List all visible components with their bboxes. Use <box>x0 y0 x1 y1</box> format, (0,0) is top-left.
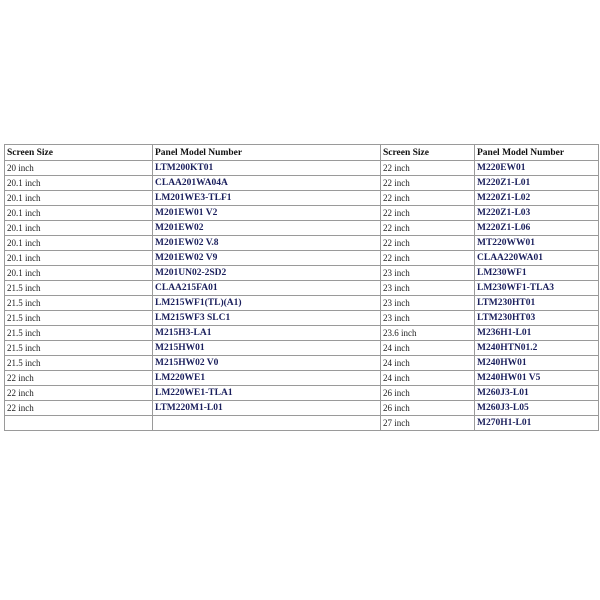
panel-model-cell: M260J3-L01 <box>475 386 599 401</box>
table-row <box>5 206 599 221</box>
screen-size-cell: 22 inch <box>5 371 153 386</box>
table-row <box>5 251 599 266</box>
table-body <box>5 161 599 431</box>
screen-size-cell: 24 inch <box>381 371 475 386</box>
screen-size-cell: 21.5 inch <box>5 341 153 356</box>
panel-model-cell: LM215WF1(TL)(A1) <box>153 296 381 311</box>
panel-model-cell: CLAA220WA01 <box>475 251 599 266</box>
panel-model-cell: M220Z1-L02 <box>475 191 599 206</box>
screen-size-cell: 24 inch <box>381 356 475 371</box>
table-row <box>5 281 599 296</box>
table-row <box>5 236 599 251</box>
panel-model-cell: M240HTN01.2 <box>475 341 599 356</box>
panel-model-cell: M240HW01 <box>475 356 599 371</box>
table-row <box>5 296 599 311</box>
panel-model-cell: CLAA215FA01 <box>153 281 381 296</box>
panel-model-cell: M220Z1-L01 <box>475 176 599 191</box>
panel-model-cell: M215HW02 V0 <box>153 356 381 371</box>
screen-size-cell: 23 inch <box>381 311 475 326</box>
panel-model-cell: LM220WE1-TLA1 <box>153 386 381 401</box>
panel-model-cell: M236H1-L01 <box>475 326 599 341</box>
panel-model-cell: LM230WF1-TLA3 <box>475 281 599 296</box>
screen-size-cell <box>5 416 153 431</box>
screen-size-cell: 21.5 inch <box>5 296 153 311</box>
screen-size-cell: 22 inch <box>5 401 153 416</box>
panel-model-cell: LTM200KT01 <box>153 161 381 176</box>
screen-size-cell: 23 inch <box>381 296 475 311</box>
header-panel-model-right: Panel Model Number <box>475 145 599 161</box>
screen-size-cell: 21.5 inch <box>5 281 153 296</box>
panel-model-cell: M220EW01 <box>475 161 599 176</box>
screen-size-cell: 23.6 inch <box>381 326 475 341</box>
panel-model-cell: M201UN02-2SD2 <box>153 266 381 281</box>
screen-size-cell: 26 inch <box>381 386 475 401</box>
panel-model-cell: CLAA201WA04A <box>153 176 381 191</box>
panel-model-cell: M260J3-L05 <box>475 401 599 416</box>
table-row <box>5 326 599 341</box>
screen-size-cell: 21.5 inch <box>5 356 153 371</box>
screen-size-cell: 20.1 inch <box>5 191 153 206</box>
screen-size-cell: 22 inch <box>381 236 475 251</box>
panel-model-cell: M240HW01 V5 <box>475 371 599 386</box>
panel-model-cell: M220Z1-L03 <box>475 206 599 221</box>
panel-model-cell <box>153 416 381 431</box>
panel-model-cell: LTM230HT01 <box>475 296 599 311</box>
panel-model-cell: LM215WF3 SLC1 <box>153 311 381 326</box>
panel-model-cell: M215H3-LA1 <box>153 326 381 341</box>
screen-size-cell: 26 inch <box>381 401 475 416</box>
screen-size-cell: 20 inch <box>5 161 153 176</box>
table-row <box>5 161 599 176</box>
table-row <box>5 311 599 326</box>
panel-model-cell: LTM220M1-L01 <box>153 401 381 416</box>
screen-size-cell: 20.1 inch <box>5 266 153 281</box>
panel-model-cell: M201EW02 <box>153 221 381 236</box>
panel-model-cell: M201EW02 V.8 <box>153 236 381 251</box>
table-row <box>5 401 599 416</box>
screen-size-cell: 21.5 inch <box>5 311 153 326</box>
table-row <box>5 356 599 371</box>
table-row <box>5 266 599 281</box>
screen-size-cell: 20.1 inch <box>5 176 153 191</box>
panel-model-table <box>4 144 599 431</box>
table-header <box>5 145 599 161</box>
screen-size-cell: 22 inch <box>381 221 475 236</box>
panel-model-cell: MT220WW01 <box>475 236 599 251</box>
screen-size-cell: 22 inch <box>381 206 475 221</box>
panel-model-cell: M215HW01 <box>153 341 381 356</box>
header-row <box>5 145 599 161</box>
screen-size-cell: 22 inch <box>5 386 153 401</box>
header-screen-size-right: Screen Size <box>381 145 475 161</box>
screen-size-cell: 22 inch <box>381 251 475 266</box>
table-row <box>5 416 599 431</box>
screen-size-cell: 20.1 inch <box>5 236 153 251</box>
panel-model-cell: M220Z1-L06 <box>475 221 599 236</box>
table-row <box>5 221 599 236</box>
panel-model-cell: LM201WE3-TLF1 <box>153 191 381 206</box>
panel-model-cell: M201EW01 V2 <box>153 206 381 221</box>
table-row <box>5 176 599 191</box>
panel-model-cell: M270H1-L01 <box>475 416 599 431</box>
panel-model-cell: LM220WE1 <box>153 371 381 386</box>
table-row <box>5 371 599 386</box>
screen-size-cell: 21.5 inch <box>5 326 153 341</box>
screen-size-cell: 20.1 inch <box>5 221 153 236</box>
table-row <box>5 341 599 356</box>
screen-size-cell: 23 inch <box>381 281 475 296</box>
screen-size-cell: 20.1 inch <box>5 251 153 266</box>
screen-size-cell: 27 inch <box>381 416 475 431</box>
screen-size-cell: 20.1 inch <box>5 206 153 221</box>
header-panel-model-left: Panel Model Number <box>153 145 381 161</box>
screen-size-cell: 22 inch <box>381 191 475 206</box>
screen-size-cell: 23 inch <box>381 266 475 281</box>
screen-size-cell: 24 inch <box>381 341 475 356</box>
header-screen-size-left: Screen Size <box>5 145 153 161</box>
table-row <box>5 386 599 401</box>
screen-size-cell: 22 inch <box>381 176 475 191</box>
panel-model-sheet <box>4 144 598 431</box>
table-row <box>5 191 599 206</box>
panel-model-cell: LTM230HT03 <box>475 311 599 326</box>
panel-model-cell: M201EW02 V9 <box>153 251 381 266</box>
screen-size-cell: 22 inch <box>381 161 475 176</box>
panel-model-cell: LM230WF1 <box>475 266 599 281</box>
